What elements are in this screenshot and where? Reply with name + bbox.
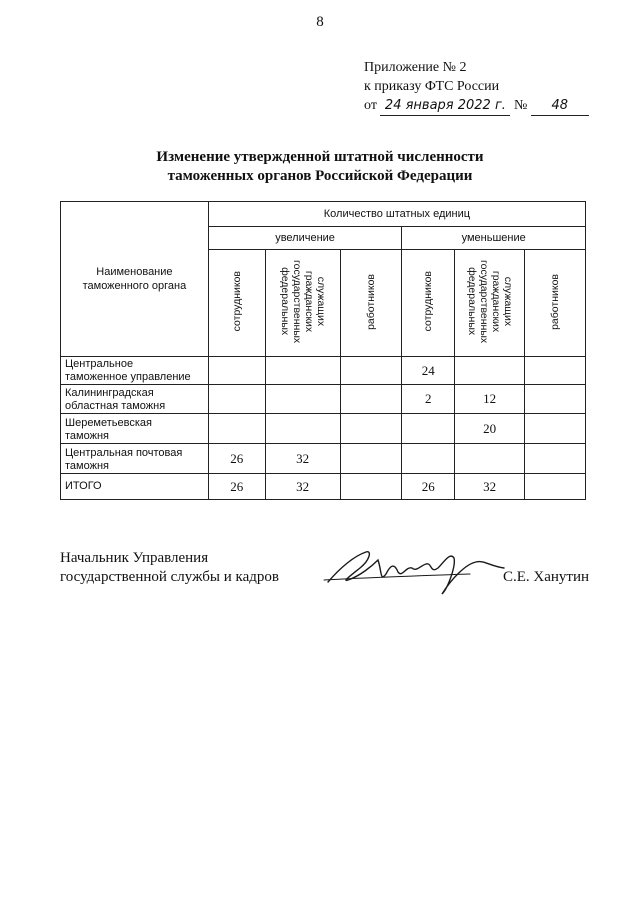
cell bbox=[340, 414, 402, 444]
row-name-line: Шереметьевская bbox=[65, 417, 152, 429]
document-title bbox=[0, 148, 640, 186]
staff-table bbox=[60, 201, 586, 500]
civil-line: государственных bbox=[290, 259, 303, 344]
title-line-1: Изменение утвержденной штатной численности bbox=[156, 149, 484, 165]
civil-line: служащих bbox=[501, 276, 514, 327]
row-name-line: таможенное управление bbox=[65, 371, 191, 383]
name-header-line-2: таможенного органа bbox=[82, 280, 187, 292]
increase-header: увеличение bbox=[208, 227, 402, 250]
cell bbox=[455, 444, 525, 474]
table-row bbox=[61, 385, 586, 414]
col-employees-decrease bbox=[402, 250, 455, 357]
row-name-line: таможня bbox=[65, 430, 109, 442]
cell bbox=[265, 357, 340, 385]
total-cell: 32 bbox=[455, 474, 525, 500]
title-line-2: таможенных органов Российской Федерации bbox=[167, 168, 473, 184]
appendix-date-line bbox=[364, 96, 589, 116]
cell bbox=[455, 357, 525, 385]
civil-line: служащих bbox=[314, 276, 327, 327]
col-employees-label: сотрудников bbox=[230, 271, 243, 332]
row-name bbox=[61, 414, 209, 444]
row-name-line: областная таможня bbox=[65, 400, 166, 412]
cell bbox=[208, 414, 265, 444]
cell: 32 bbox=[265, 444, 340, 474]
col-civil-label bbox=[466, 260, 514, 343]
row-name-line: Центральное bbox=[65, 358, 134, 370]
col-workers-label: работников bbox=[549, 273, 562, 330]
col-workers-label: работников bbox=[364, 273, 377, 330]
name-header bbox=[61, 202, 209, 357]
table-row bbox=[61, 357, 586, 385]
order-date: 24 января 2022 г. bbox=[380, 96, 510, 116]
total-cell bbox=[340, 474, 402, 500]
handwritten-signature bbox=[320, 538, 510, 598]
civil-line: гражданских bbox=[489, 270, 502, 333]
col-civil-label bbox=[279, 260, 327, 343]
row-name-line: Центральная почтовая bbox=[65, 447, 183, 459]
col-civil-decrease bbox=[455, 250, 525, 357]
civil-line: федеральных bbox=[465, 267, 478, 336]
cell bbox=[340, 357, 402, 385]
civil-line: федеральных bbox=[278, 267, 291, 336]
total-row bbox=[61, 474, 586, 500]
row-name bbox=[61, 444, 209, 474]
col-civil-increase bbox=[265, 250, 340, 357]
count-header: Количество штатных единиц bbox=[208, 202, 585, 227]
signatory-position bbox=[60, 549, 279, 587]
col-employees-increase bbox=[208, 250, 265, 357]
cell bbox=[265, 414, 340, 444]
cell bbox=[265, 385, 340, 414]
appendix-order: к приказу ФТС России bbox=[364, 79, 500, 94]
name-header-line-1: Наименование bbox=[96, 266, 173, 278]
row-name bbox=[61, 357, 209, 385]
table-row bbox=[61, 444, 586, 474]
from-label: от bbox=[364, 98, 377, 113]
page-number: 8 bbox=[316, 14, 324, 30]
col-employees-label: сотрудников bbox=[422, 271, 435, 332]
total-label: ИТОГО bbox=[61, 474, 209, 500]
cell: 12 bbox=[455, 385, 525, 414]
number-label: № bbox=[513, 98, 528, 113]
signer-name: С.Е. Ханутин bbox=[503, 569, 590, 585]
appendix-title: Приложение № 2 bbox=[364, 60, 467, 75]
cell: 20 bbox=[455, 414, 525, 444]
cell: 26 bbox=[208, 444, 265, 474]
cell bbox=[208, 385, 265, 414]
table-row bbox=[61, 414, 586, 444]
col-workers-decrease bbox=[525, 250, 586, 357]
decrease-header: уменьшение bbox=[402, 227, 586, 250]
cell bbox=[402, 444, 455, 474]
position-line-1: Начальник Управления bbox=[60, 550, 209, 566]
row-name-line: таможня bbox=[65, 460, 109, 472]
cell: 2 bbox=[402, 385, 455, 414]
row-name-line: Калининградская bbox=[65, 387, 154, 399]
cell bbox=[402, 414, 455, 444]
total-cell: 32 bbox=[265, 474, 340, 500]
cell bbox=[525, 414, 586, 444]
cell bbox=[525, 385, 586, 414]
row-name bbox=[61, 385, 209, 414]
cell bbox=[208, 357, 265, 385]
total-cell: 26 bbox=[402, 474, 455, 500]
cell: 24 bbox=[402, 357, 455, 385]
cell bbox=[525, 357, 586, 385]
cell bbox=[340, 444, 402, 474]
appendix-block bbox=[364, 58, 589, 116]
total-cell bbox=[525, 474, 586, 500]
position-line-2: государственной службы и кадров bbox=[60, 569, 279, 585]
civil-line: гражданских bbox=[302, 270, 315, 333]
col-workers-increase bbox=[340, 250, 402, 357]
civil-line: государственных bbox=[477, 259, 490, 344]
cell bbox=[340, 385, 402, 414]
cell bbox=[525, 444, 586, 474]
total-cell: 26 bbox=[208, 474, 265, 500]
order-number: 48 bbox=[531, 96, 589, 116]
